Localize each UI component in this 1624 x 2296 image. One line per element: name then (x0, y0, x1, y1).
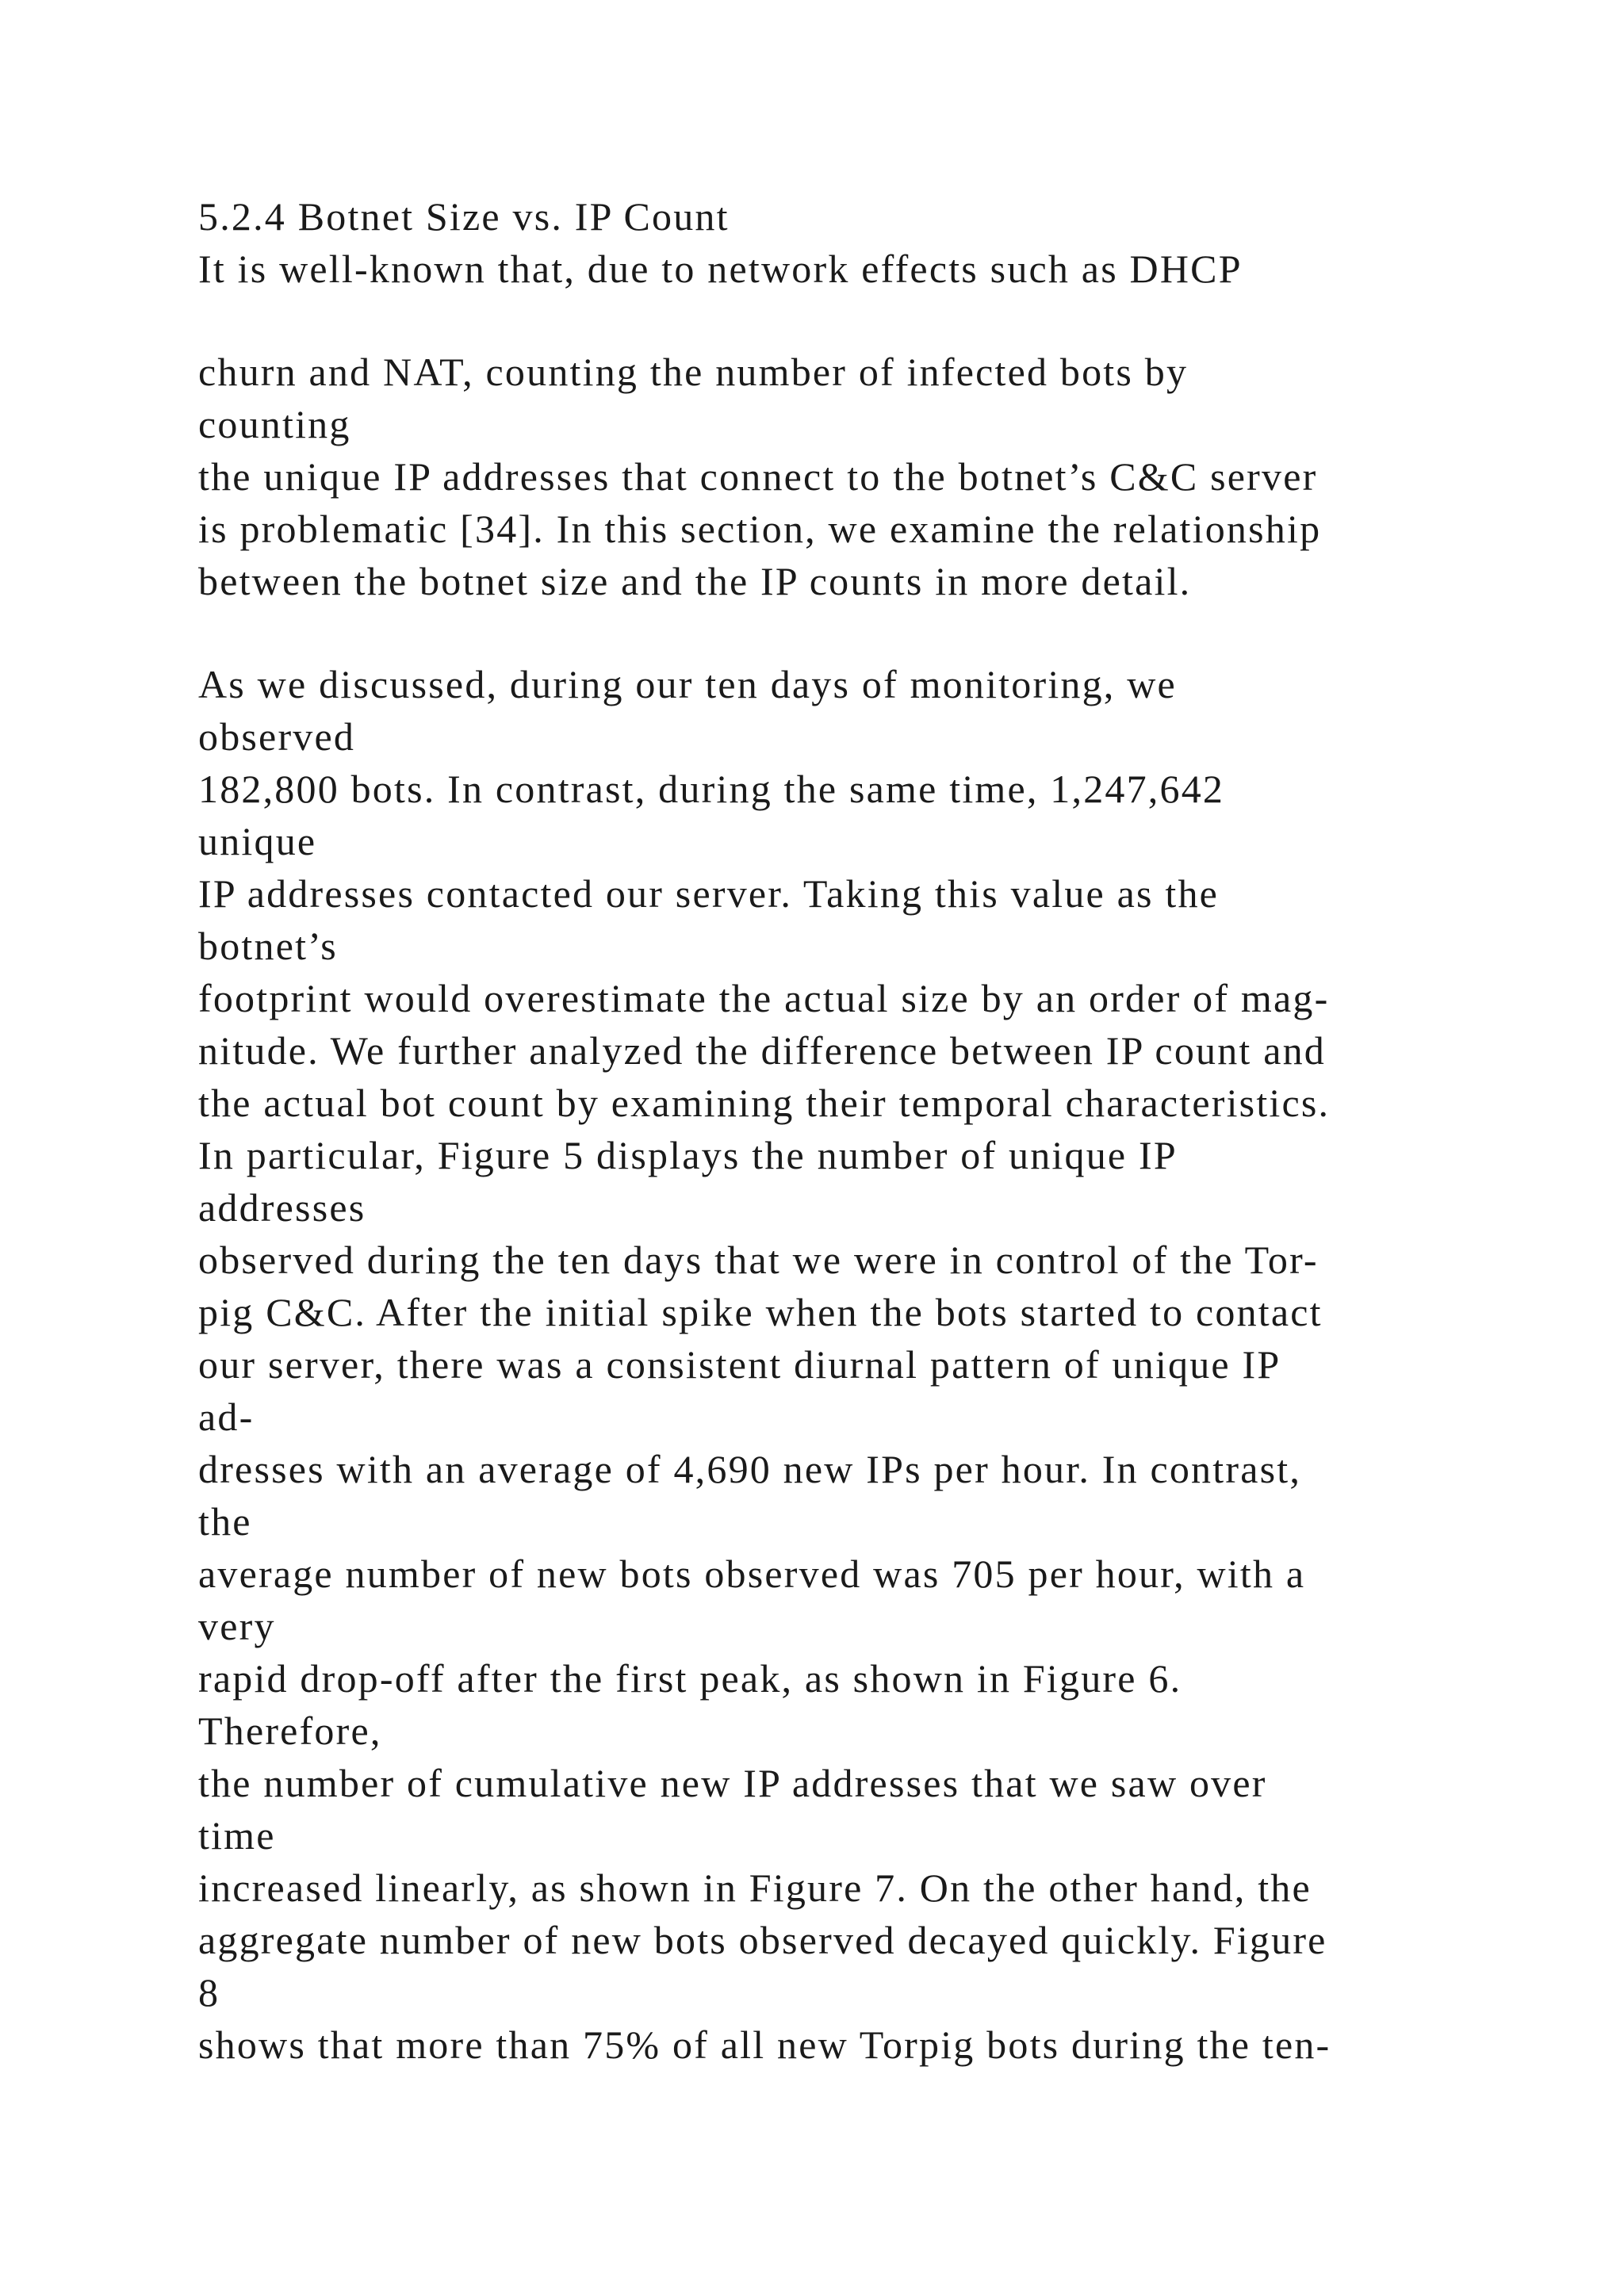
text-line: our server, there was a consistent diurnal pattern of unique IP (198, 1342, 1281, 1387)
text-line: observed (198, 714, 356, 759)
text-line: It is well-known that, due to network effects such as DHCP (198, 247, 1243, 291)
text-line: the number of cumulative new IP addresses that we saw over (198, 1761, 1267, 1805)
paragraph-break (198, 295, 1483, 346)
text-line: 8 (198, 1970, 220, 2015)
text-line: IP addresses contacted our server. Taking this value as the (198, 871, 1220, 916)
text-line: rapid drop-off after the first peak, as shown in Figure 6. (198, 1656, 1182, 1701)
text-line: aggregate number of new bots observed decayed quickly. Figure (198, 1918, 1327, 1962)
text-line: counting (198, 402, 351, 446)
text-line: footprint would overestimate the actual size by an order of mag- (198, 976, 1330, 1020)
text-line: the (198, 1499, 252, 1544)
text-line: increased linearly, as shown in Figure 7. On the other hand, the (198, 1866, 1312, 1910)
text-line: very (198, 1604, 276, 1648)
text-line: is problematic [34]. In this section, we examine the relationship (198, 507, 1322, 551)
section-heading: 5.2.4 Botnet Size vs. IP Count (198, 194, 730, 239)
text-line: 182,800 bots. In contrast, during the same time, 1,247,642 (198, 767, 1225, 811)
text-line: addresses (198, 1185, 366, 1230)
text-line: pig C&C. After the initial spike when the bots started to contact (198, 1290, 1323, 1334)
text-line: As we discussed, during our ten days of monitoring, we (198, 662, 1177, 706)
paragraph-break (198, 607, 1483, 658)
text-line: shows that more than 75% of all new Torpig bots during the ten- (198, 2022, 1331, 2067)
text-line: time (198, 1813, 276, 1858)
text-line: botnet’s (198, 924, 338, 968)
text-line: observed during the ten days that we were in control of the Tor- (198, 1238, 1319, 1282)
text-line: the actual bot count by examining their temporal characteristics. (198, 1081, 1331, 1125)
text-line: Therefore, (198, 1709, 382, 1753)
text-line: nitude. We further analyzed the difference between IP count and (198, 1028, 1326, 1073)
text-line: between the botnet size and the IP counts in more detail. (198, 559, 1192, 603)
document-page (198, 190, 1483, 2071)
text-line: average number of new bots observed was 705 per hour, with a (198, 1552, 1306, 1596)
text-line: dresses with an average of 4,690 new IPs per hour. In contrast, (198, 1447, 1302, 1491)
text-line: churn and NAT, counting the number of infected bots by (198, 350, 1189, 394)
text-line: ad- (198, 1395, 255, 1439)
text-line: the unique IP addresses that connect to the botnet’s C&C server (198, 454, 1318, 499)
text-line: In particular, Figure 5 displays the number of unique IP (198, 1133, 1178, 1177)
text-line: unique (198, 819, 317, 863)
